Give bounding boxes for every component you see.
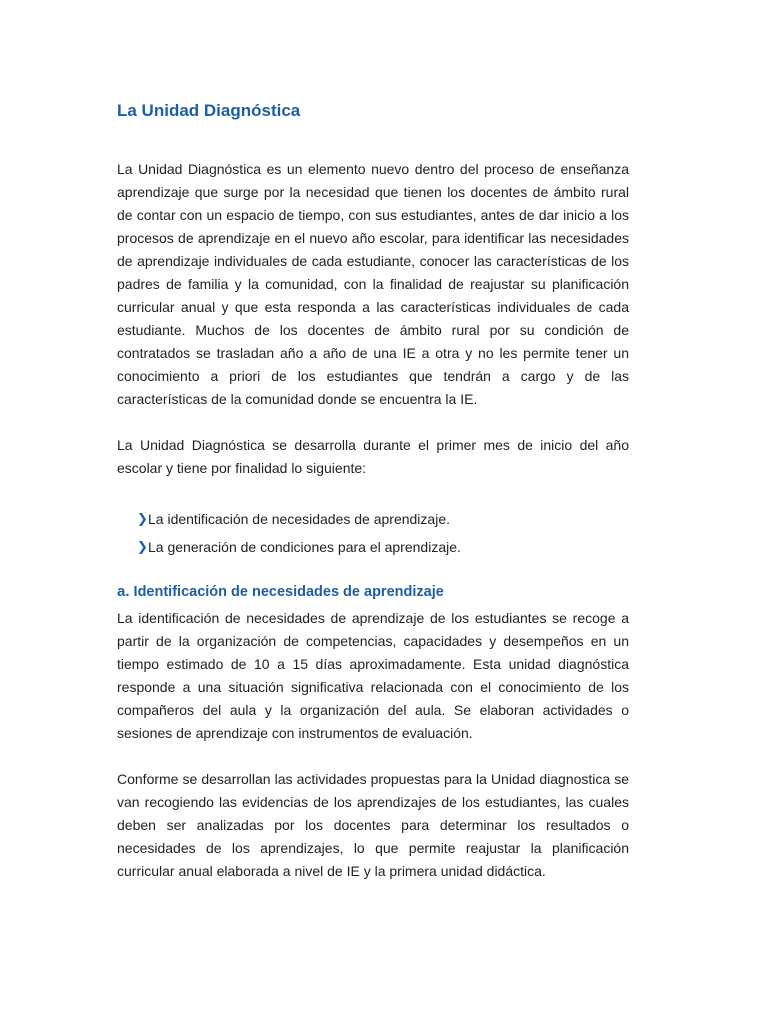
chevron-right-icon: ❯	[137, 511, 148, 526]
paragraph-intro: La Unidad Diagnóstica es un elemento nuevo dentro del proceso de enseñanza aprendizaje que surge por la necesidad que tienen los docentes de ámbito rural de contar con un espacio de tiempo, con sus estudiantes, antes de dar inicio a los procesos de aprendizaje en el nuevo año escolar, para identificar las necesidades de aprendizaje individuales de cada estudiante, conocer las características de los padres de familia y la comunidad, con la finalidad de reajustar su planificación curricular anual y que esta responda a las características individuales de cada estudiante. Muchos de los docentes de ámbito rural por su condición de contratados se trasladan año a año de una IE a otra y no les permite tener un conocimiento a priori de los estudiantes que tendrán a cargo y de las características de la comunidad donde se encuentra la IE.	[117, 161, 629, 407]
list-item-label: La identificación de necesidades de aprendizaje.	[148, 511, 450, 527]
paragraph-evidence: Conforme se desarrollan las actividades propuestas para la Unidad diagnostica se van recogiendo las evidencias de los aprendizajes de los estudiantes, las cuales deben ser analizadas por los docentes para determinar los resultados o necesidades de los aprendizajes, lo que permite reajustar la planificación curricular anual elaborada a nivel de IE y la primera unidad didáctica.	[117, 771, 629, 879]
list-item	[137, 533, 461, 561]
section-a-heading	[117, 583, 444, 600]
section-a-letter: a.	[117, 583, 130, 600]
paragraph-purpose: La Unidad Diagnóstica se desarrolla durante el primer mes de inicio del año escolar y tiene por finalidad lo siguiente:	[117, 437, 629, 476]
chevron-right-icon: ❯	[137, 539, 148, 554]
list-item-label: La generación de condiciones para el aprendizaje.	[148, 539, 461, 555]
paragraph-identification: La identificación de necesidades de aprendizaje de los estudiantes se recoge a partir de la organización de competencias, capacidades y desempeños en un tiempo estimado de 10 a 15 días aproximadamente. Esta unidad diagnóstica responde a una situación significativa relacionada con el conocimiento de los compañeros del aula y la organización del aula. Se elaboran actividades o sesiones de aprendizaje con instrumentos de evaluación.	[117, 610, 629, 741]
section-a-title: Identificación de necesidades de aprendizaje	[133, 584, 444, 600]
list-item	[137, 505, 461, 533]
document-title: La Unidad Diagnóstica	[117, 101, 301, 120]
purpose-list	[137, 505, 461, 561]
